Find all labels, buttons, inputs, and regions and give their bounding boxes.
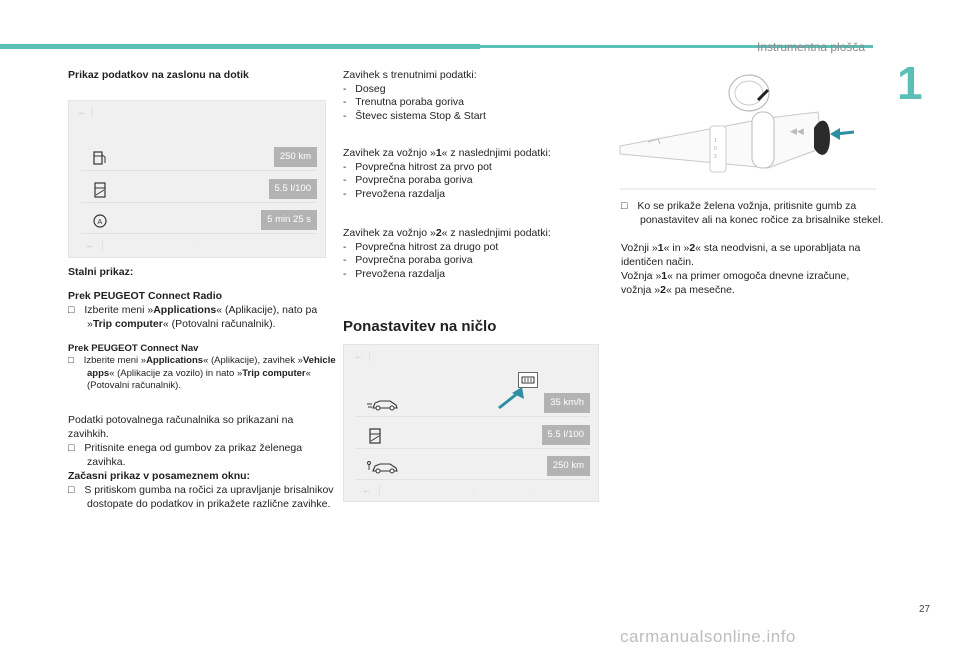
connect-radio-instruction: □ Izberite meni »Applications« (Aplikacije), nato pa »Trip computer« (Potovalni računalnik).: [68, 304, 318, 330]
screen-row-consumption: [81, 178, 317, 203]
touchscreen-screenshot-2: [343, 344, 599, 502]
screen-top-nav: ← |: [354, 351, 371, 362]
fuel-pump-icon: [91, 148, 117, 168]
avg-consumption-value: 5.5 l/100: [542, 425, 590, 445]
connect-radio-heading: Prek PEUGEOT Connect Radio: [68, 290, 223, 302]
section-title: Instrumentna plošča: [757, 40, 866, 54]
tabs-paragraph: Podatki potovalnega računalnika so prikazani na zavihkih.: [68, 414, 294, 440]
trip2-tab: Zavihek za vožnjo »2« z naslednjimi podatki: - Povprečna hitrost za drugo pot - Povprečna poraba goriva - Prevožena razdalja: [343, 227, 551, 280]
tabs-instruction: □ Pritisnite enega od gumbov za prikaz želenega zavihka.: [68, 442, 303, 468]
page-number: 27: [919, 604, 931, 615]
consumption-value: 5.5 l/100: [269, 179, 317, 199]
permanent-display-heading: Stalni prikaz:: [68, 266, 134, 278]
wiper-stalk-illustration: [618, 68, 878, 190]
screen-row-range: [81, 146, 317, 171]
trip1-tab: Zavihek za vožnjo »1« z naslednjimi podatki: - Povprečna hitrost za prvo pot - Povprečna poraba goriva - Prevožena razdalja: [343, 147, 551, 200]
svg-text:1: 1: [714, 138, 717, 144]
reset-heading: Ponastavitev na ničlo: [343, 318, 497, 335]
screen-row-stopstart: [81, 209, 317, 234]
bullet-icon: □: [68, 442, 75, 454]
bullet-icon: □: [621, 200, 628, 212]
watermark: carmanualsonline.info: [620, 627, 796, 646]
back-arrow-icon: ←: [85, 240, 95, 251]
svg-text:A: A: [97, 219, 103, 226]
current-data-tab: Zavihek s trenutnimi podatki: - Doseg - Trenutna poraba goriva - Števec sistema Stop & Start: [343, 69, 486, 122]
fuel-consumption-icon: [91, 180, 117, 200]
bullet-icon: □: [68, 484, 75, 496]
header-accent-bar: [0, 44, 480, 49]
distance-value: 250 km: [547, 456, 590, 476]
bullet-icon: □: [68, 355, 74, 366]
range-value: 250 km: [274, 147, 317, 167]
trips-example-paragraph: Vožnja »1« na primer omogoča dnevne izračune, vožnja »2« pa mesečne.: [621, 270, 850, 296]
svg-text:0: 0: [714, 146, 717, 152]
screen-row-avg-speed: [356, 392, 590, 417]
wiper-button-instruction: □ S pritiskom gumba na ročici za upravljanje brisalnikov dostopate do podatkov in prikažete različne zavihke.: [68, 484, 334, 510]
average-speed-icon: [366, 394, 400, 414]
svg-text:2: 2: [714, 154, 717, 160]
stop-start-icon: [91, 211, 117, 231]
distance-icon: [366, 457, 400, 477]
touchscreen-heading: Prikaz podatkov na zaslonu na dotik: [68, 69, 249, 81]
reset-instruction: □ Ko se prikaže želena vožnja, pritisnite gumb za ponastavitev ali na konec ročice za brisalnike stekel.: [621, 200, 884, 226]
trips-independent-paragraph: Vožnji »1« in »2« sta neodvisni, a se uporabljata na identičen način.: [621, 242, 861, 268]
stopstart-value: 5 min 25 s: [261, 210, 317, 230]
connect-nav-instruction: □ Izberite meni »Applications« (Aplikacije), zavihek »Vehicle apps« (Aplikacije za vozilo) in nato »Trip computer« (Potovalni računalnik).: [68, 355, 336, 391]
back-arrow-icon: ←: [77, 107, 87, 118]
temporary-display-heading: Začasni prikaz v posameznem oknu:: [68, 470, 251, 482]
touchscreen-screenshot-1: [68, 100, 326, 258]
screen-row-distance: [356, 455, 590, 480]
fuel-consumption-icon: [366, 426, 392, 446]
screen-bottom-nav: ← | · ·: [362, 485, 536, 496]
avg-speed-value: 35 km/h: [544, 393, 590, 413]
connect-nav-heading: Prek PEUGEOT Connect Nav: [68, 343, 199, 354]
back-arrow-icon: ←: [354, 351, 364, 362]
steering-wheel-icon: [729, 75, 769, 111]
screen-row-consumption: [356, 424, 590, 449]
screen-bottom-nav: ← | · ·: [85, 240, 261, 251]
svg-text:◀◀: ◀◀: [790, 127, 804, 137]
screen-top-nav: ← |: [77, 107, 94, 118]
chapter-number: 1: [897, 57, 923, 109]
bullet-icon: □: [68, 304, 75, 316]
back-arrow-icon: ←: [362, 485, 372, 496]
